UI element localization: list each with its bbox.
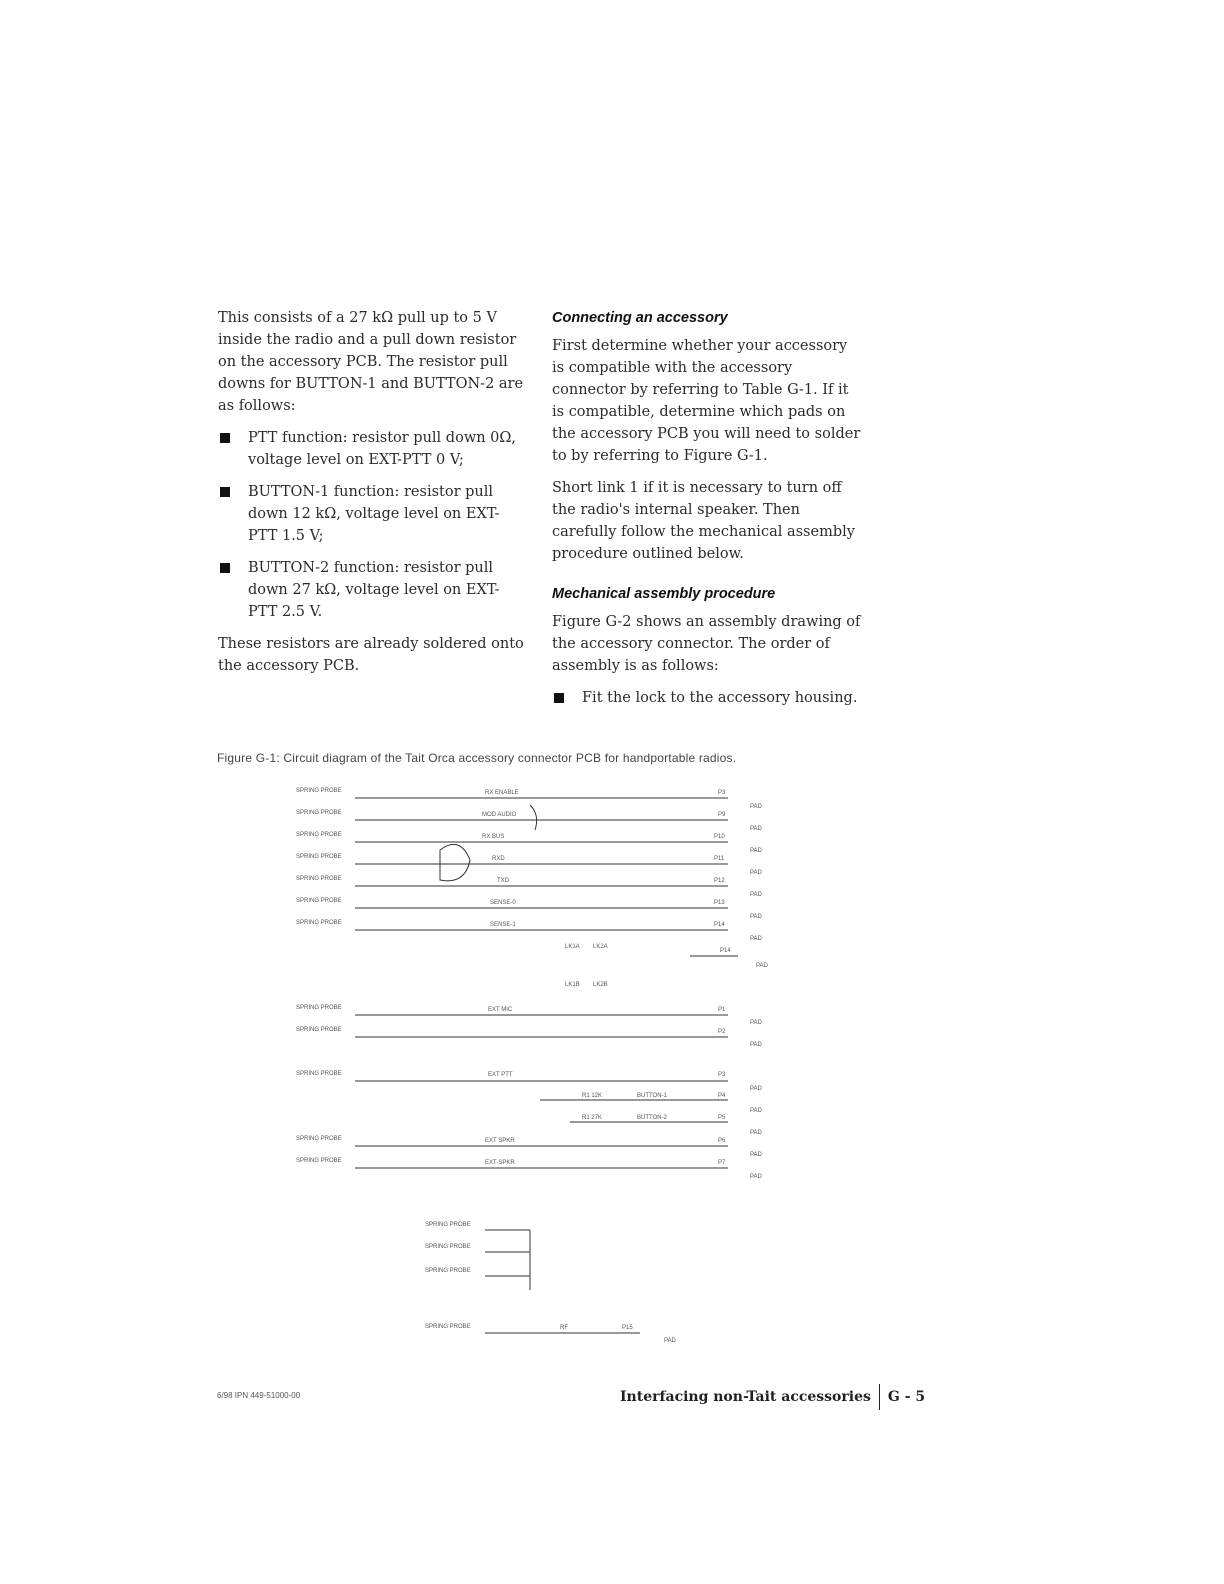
probe-label: SPRING PROBE (425, 1268, 471, 1274)
link-label: LK1A (565, 944, 580, 950)
pin-label: P11 (714, 856, 725, 862)
pin-label: P14 (714, 922, 725, 928)
probe-label: SPRING PROBE (425, 1244, 471, 1250)
signal-label: MOD AUDIO (482, 812, 517, 818)
list-item: BUTTON-1 function: resistor pull down 12 kΩ, voltage level on EXT-PTT 1.5 V; (218, 481, 528, 547)
probe-label: SPRING PROBE (296, 854, 342, 860)
list-item: PTT function: resistor pull down 0Ω, voltage level on EXT-PTT 0 V; (218, 427, 528, 471)
resistor-label: R1 12K (582, 1093, 603, 1099)
heading-mechanical: Mechanical assembly procedure (552, 586, 776, 602)
resistor-label: R1 27K (582, 1115, 603, 1121)
pin-label: P7 (718, 1160, 726, 1166)
pin-label: P3 (718, 790, 726, 796)
probe-label: SPRING PROBE (425, 1324, 471, 1330)
probe-label: SPRING PROBE (296, 898, 342, 904)
signal-label: RXD (492, 856, 505, 862)
short-link-paragraph: Short link 1 if it is necessary to turn off the radio's internal speaker. Then carefully follow the mechanical assembly procedure outlined below. (552, 480, 855, 562)
probe-label: SPRING PROBE (296, 1027, 342, 1033)
pin-label: P13 (714, 900, 725, 906)
pad-label: PAD (750, 1108, 762, 1114)
page-number: G - 5 (887, 1389, 926, 1405)
pad-label: PAD (750, 1020, 762, 1026)
list-item: BUTTON-2 function: resistor pull down 27 kΩ, voltage level on EXT-PTT 2.5 V. (218, 557, 528, 623)
pad-label: PAD (750, 914, 762, 920)
pad-label: PAD (756, 963, 768, 969)
figure-caption: Figure G-1: Circuit diagram of the Tait Orca accessory connector PCB for handportable radios. (217, 751, 737, 765)
link-label: LK1B (565, 982, 580, 988)
probe-label: SPRING PROBE (296, 876, 342, 882)
probe-label: SPRING PROBE (296, 920, 342, 926)
annotation-scribble (530, 805, 537, 830)
pin-label: P10 (714, 834, 725, 840)
connecting-paragraph: First determine whether your accessory is compatible with the accessory connector by referring to Table G-1. If it is compatible, determine which pads on the accessory PCB you will need to solder to by referring to Figure G-1. (552, 338, 861, 464)
pad-label: PAD (750, 826, 762, 832)
probe-label: SPRING PROBE (296, 1158, 342, 1164)
pin-label: P4 (718, 1093, 726, 1099)
pad-label: PAD (750, 1130, 762, 1136)
pin-label: P5 (718, 1115, 726, 1121)
pad-label: PAD (750, 1152, 762, 1158)
assembly-paragraph: Figure G-2 shows an assembly drawing of the accessory connector. The order of assembly is as follows: (552, 614, 861, 674)
pin-label: P1 (718, 1007, 726, 1013)
pad-label: PAD (750, 804, 762, 810)
list-item: Fit the lock to the accessory housing. (552, 687, 862, 709)
pad-label: PAD (750, 1086, 762, 1092)
heading-connecting: Connecting an accessory (552, 310, 728, 326)
signal-label: RF (560, 1325, 568, 1331)
closing-paragraph: These resistors are already soldered onto the accessory PCB. (218, 636, 524, 674)
pad-label: PAD (750, 848, 762, 854)
footer-section (620, 1384, 925, 1410)
pin-label: P9 (718, 812, 726, 818)
signal-label: EXT-SPKR (485, 1160, 515, 1166)
signal-label: EXT SPKR (485, 1138, 515, 1144)
pad-label: PAD (664, 1338, 676, 1344)
probe-label: SPRING PROBE (296, 788, 342, 794)
button-label: BUTTON-1 (637, 1093, 667, 1099)
probe-label: SPRING PROBE (296, 832, 342, 838)
signal-label: RX ENABLE (485, 790, 519, 796)
probe-label: SPRING PROBE (296, 810, 342, 816)
annotation-scribble (440, 844, 470, 880)
probe-label: SPRING PROBE (296, 1136, 342, 1142)
pin-label: P3 (718, 1072, 726, 1078)
footer-section-title: Interfacing non-Tait accessories (620, 1389, 871, 1405)
pad-label: PAD (750, 936, 762, 942)
link-label: LK2B (593, 982, 608, 988)
probe-label: SPRING PROBE (425, 1222, 471, 1228)
signal-label: EXT PTT (488, 1072, 513, 1078)
pad-label: PAD (750, 1174, 762, 1180)
footer-doc-id: 6/98 IPN 449-51000-00 (217, 1391, 301, 1400)
pad-label: PAD (750, 870, 762, 876)
signal-label: EXT MIC (488, 1007, 513, 1013)
pin-label: P12 (714, 878, 725, 884)
pad-label: PAD (750, 1042, 762, 1048)
pin-label: P6 (718, 1138, 726, 1144)
signal-label: TXD (497, 878, 509, 884)
signal-label: SENSE-1 (490, 922, 516, 928)
probe-label: SPRING PROBE (296, 1071, 342, 1077)
pin-label: P14 (720, 948, 731, 954)
intro-paragraph: This consists of a 27 kΩ pull up to 5 V inside the radio and a pull down resistor on the accessory PCB. The resistor pull downs for BUTTON-1 and BUTTON-2 are as follows: (218, 310, 524, 414)
pin-label: P15 (622, 1325, 633, 1331)
signal-label: SENSE-0 (490, 900, 516, 906)
footer-divider (879, 1384, 880, 1410)
pin-label: P2 (718, 1029, 726, 1035)
signal-label: RX BUS (482, 834, 505, 840)
probe-label: SPRING PROBE (296, 1005, 342, 1011)
pad-label: PAD (750, 892, 762, 898)
link-label: LK2A (593, 944, 608, 950)
button-label: BUTTON-2 (637, 1115, 667, 1121)
